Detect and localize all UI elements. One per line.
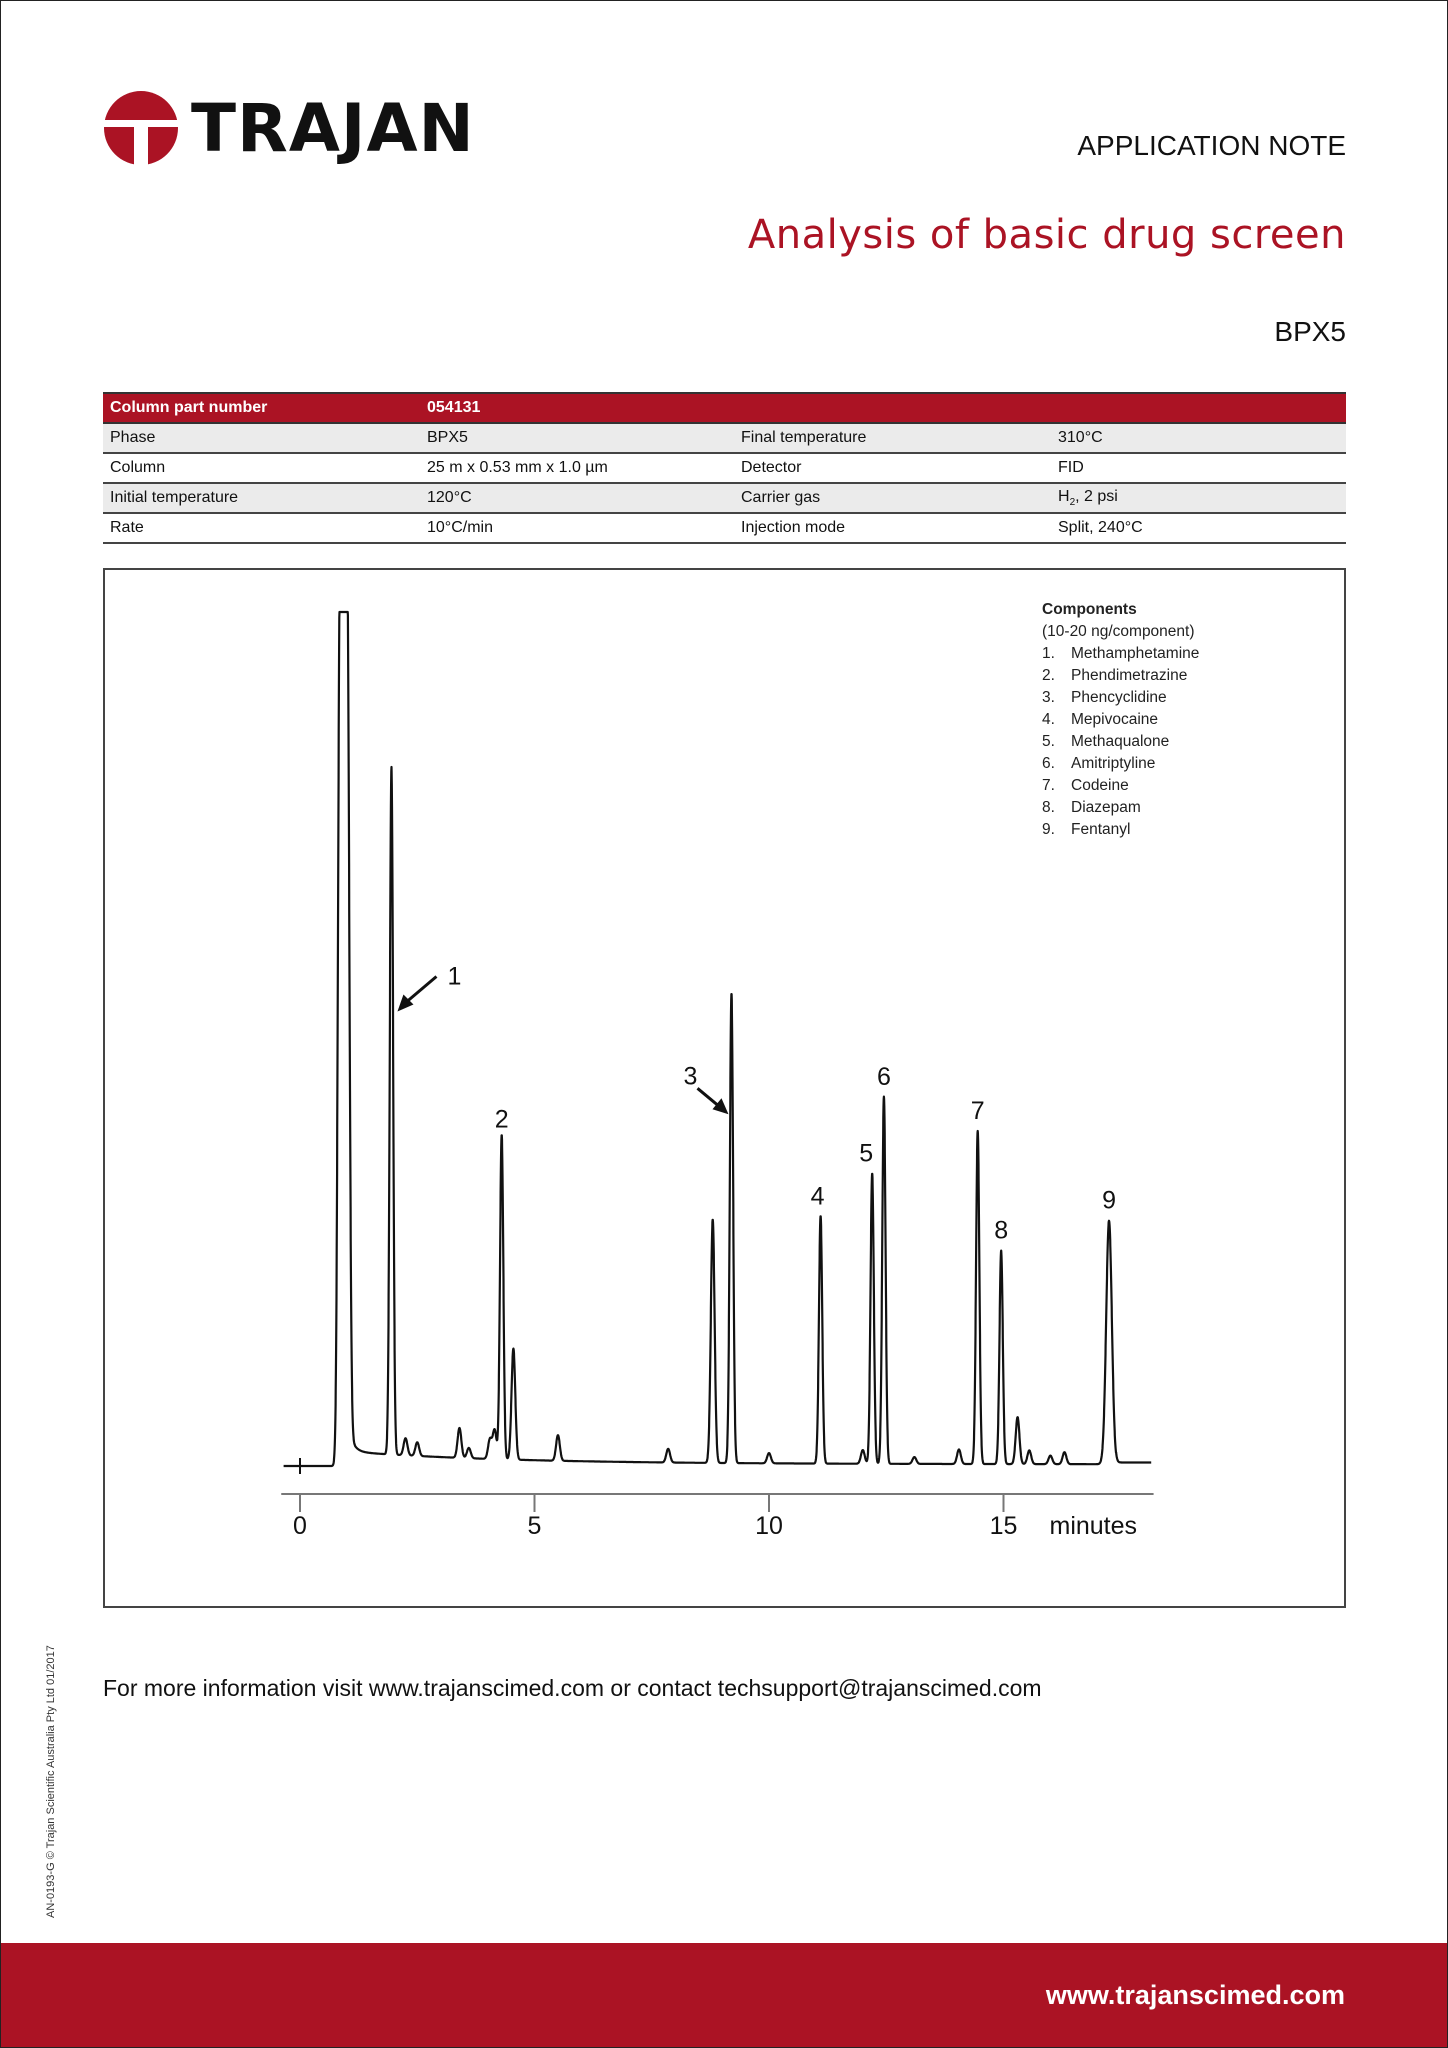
legend-item-number: 2. [1042,667,1055,684]
legend-item-number: 6. [1042,755,1055,772]
peak-label: 9 [1102,1186,1116,1215]
peak-label: 7 [970,1096,985,1125]
legend-item [1042,687,1199,709]
param-label: Final temperature [734,423,1051,453]
param-value: 310°C [1051,423,1346,453]
param-value: 25 m x 0.53 mm x 1.0 µm [420,453,734,483]
carrier-gas-subscript: 2 [1069,497,1076,509]
x-tick-label: 0 [293,1512,307,1540]
page-subtitle: BPX5 [1274,316,1346,347]
param-label: Column [103,453,420,483]
peak-label: 8 [994,1216,1009,1245]
legend-item-name: Mepivocaine [1071,711,1159,728]
legend-item-number: 3. [1042,689,1055,706]
legend-item-name: Diazepam [1071,799,1141,816]
param-value: 120°C [420,483,734,513]
chromatogram-trace [284,612,1152,1466]
legend-title: Components [1042,601,1137,618]
legend-item-number: 1. [1042,645,1055,662]
peak-label: 3 [683,1062,698,1091]
param-label: Phase [103,423,420,453]
x-tick-label: 10 [755,1512,783,1540]
legend-item [1042,797,1199,819]
legend-item [1042,753,1199,775]
legend-item-number: 4. [1042,711,1055,728]
legend-item-name: Amitriptyline [1071,755,1156,772]
legend-item [1042,643,1199,665]
components-legend [1042,599,1199,841]
arrowhead-icon [712,1098,728,1114]
legend-item-name: Phendimetrazine [1071,667,1188,684]
legend-item-name: Methaqualone [1071,733,1170,750]
param-label: Initial temperature [103,483,420,513]
part-number-label: Column part number [103,393,420,423]
peak-label: 5 [859,1139,874,1168]
part-number-value: 054131 [420,393,734,423]
legend-note: (10-20 ng/component) [1042,623,1195,640]
param-label: Rate [103,513,420,543]
param-value: BPX5 [420,423,734,453]
document-code: AN-0193-G © Trajan Scientific Australia Pty Ltd 01/2017 [45,1645,57,1918]
param-value: 10°C/min [420,513,734,543]
footer-url-link[interactable]: www.trajanscimed.com [1045,1980,1345,2010]
legend-item [1042,775,1199,797]
page-title: Analysis of basic drug screen [747,212,1346,258]
param-value: FID [1051,453,1346,483]
x-axis-label: minutes [1049,1512,1138,1540]
legend-item [1042,819,1199,841]
param-value: Split, 240°C [1051,513,1346,543]
peak-label: 1 [447,962,462,991]
param-label: Detector [734,453,1051,483]
x-tick-label: 15 [989,1512,1018,1540]
contact-info: For more information visit www.trajanscimed.com or contact techsupport@trajanscimed.com [103,1675,1042,1701]
carrier-gas-symbol: H [1058,487,1070,505]
peak-label: 4 [810,1182,825,1211]
legend-item [1042,709,1199,731]
legend-item [1042,731,1199,753]
legend-item-name: Fentanyl [1071,821,1131,838]
legend-item-name: Methamphetamine [1071,645,1200,662]
legend-item-number: 7. [1042,777,1055,794]
footer-bar [1,1943,1447,2047]
legend-item-number: 5. [1042,733,1055,750]
param-label: Carrier gas [734,483,1051,513]
logo-text: TRAJAN [191,90,475,167]
peak-label: 6 [876,1062,891,1091]
document-type: APPLICATION NOTE [1077,130,1346,161]
legend-item-number: 9. [1042,821,1055,838]
x-tick-label: 5 [527,1512,542,1540]
legend-item-name: Codeine [1071,777,1129,794]
legend-item-number: 8. [1042,799,1055,816]
param-label: Injection mode [734,513,1051,543]
legend-item-name: Phencyclidine [1071,689,1167,706]
peak-label: 2 [494,1105,509,1134]
legend-item [1042,665,1199,687]
carrier-gas-rest: , 2 psi [1075,487,1118,505]
